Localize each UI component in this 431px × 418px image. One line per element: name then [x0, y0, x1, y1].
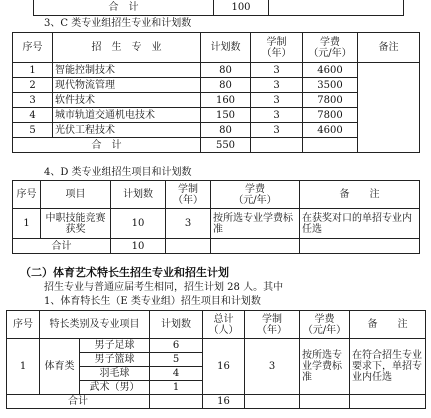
header-fee	[211, 181, 300, 209]
total-value: 550	[201, 138, 251, 153]
total-row	[13, 239, 420, 254]
row-total: 16	[203, 339, 245, 395]
empty-cell	[166, 239, 211, 254]
total-label: 合 计	[34, 0, 214, 16]
item-plan: 6	[150, 339, 203, 353]
total-label: 合计	[13, 239, 111, 254]
header-total-line2: （人）	[208, 324, 239, 336]
c-table-caption: 3、C 类专业组招生专业和计划数	[44, 18, 192, 29]
row-years: 3	[251, 93, 303, 108]
row-plan: 80	[201, 123, 251, 138]
empty-cell	[300, 239, 420, 254]
header-years-line1: 学制	[262, 313, 282, 325]
header-plan: 计划数	[150, 311, 203, 339]
c-major-table	[12, 32, 420, 153]
row-fee: 4600	[303, 123, 358, 138]
row-index: 1	[7, 339, 40, 395]
header-fee	[300, 311, 350, 339]
row-years: 3	[251, 63, 303, 78]
total-value: 100	[214, 0, 269, 16]
item-name: 男子足球	[80, 339, 150, 353]
row-index: 1	[13, 209, 41, 239]
header-years-line2: （年）	[173, 194, 203, 206]
header-years-line1: 学制	[178, 183, 198, 195]
d-item-table	[12, 180, 420, 254]
section-title: （二）体育艺术特长生招生专业和招生计划	[20, 266, 229, 279]
row-plan: 160	[201, 93, 251, 108]
header-total	[203, 311, 245, 339]
header-plan: 计划数	[201, 33, 251, 63]
row-item: 中职技能竞赛获奖	[41, 209, 111, 239]
row-years: 3	[245, 339, 300, 395]
top-total-table	[33, 0, 404, 16]
row-plan: 80	[201, 78, 251, 93]
table-row	[7, 339, 426, 353]
row-major: 城市轨道交通机电技术	[53, 108, 201, 123]
row-years: 3	[166, 209, 211, 239]
row-major: 现代物流管理	[53, 78, 201, 93]
header-plan: 计划数	[111, 181, 166, 209]
header-years-line2: （年）	[261, 47, 292, 59]
row-plan: 150	[201, 108, 251, 123]
header-fee-line2: （元/年）	[233, 194, 277, 206]
header-years	[245, 311, 300, 339]
row-major: 软件技术	[53, 93, 201, 108]
header-fee-line1: 学费	[320, 36, 340, 48]
total-value: 16	[203, 395, 245, 409]
total-value: 10	[111, 239, 166, 254]
row-index: 4	[13, 108, 53, 123]
row-plan: 10	[111, 209, 166, 239]
row-fee: 按所选专业学费标准	[300, 339, 350, 395]
e-table-caption: 1、体育特长生（E 类专业组）招生项目和计划数	[44, 296, 261, 307]
row-plan: 80	[201, 63, 251, 78]
header-note: 备 注	[300, 181, 420, 209]
header-note: 备注	[358, 33, 420, 63]
row-years: 3	[251, 108, 303, 123]
row-index: 5	[13, 123, 53, 138]
note-cell	[358, 63, 420, 153]
total-label: 合计	[7, 395, 150, 409]
empty-cell	[245, 395, 300, 409]
empty-cell	[269, 0, 404, 16]
row-index: 1	[13, 63, 53, 78]
row-fee: 4600	[303, 63, 358, 78]
empty-cell	[211, 239, 300, 254]
header-index: 序号	[13, 181, 41, 209]
header-years-line2: （年）	[257, 324, 287, 336]
header-fee-line2: （元/年）	[308, 47, 352, 59]
header-fee-line1: 学费	[314, 313, 335, 325]
item-plan: 1	[150, 381, 203, 395]
e-item-table	[6, 310, 426, 409]
row-years: 3	[251, 123, 303, 138]
header-years	[251, 33, 303, 63]
header-note: 备 注	[350, 311, 426, 339]
d-table-caption: 4、D 类专业组招生项目和计划数	[44, 167, 192, 178]
empty-cell	[303, 138, 358, 153]
header-index: 序号	[7, 311, 40, 339]
row-index: 2	[13, 78, 53, 93]
header-fee-line1: 学费	[245, 183, 265, 195]
header-category: 特长类别及专业项目	[40, 311, 150, 339]
row-note: 在获奖对口的单招专业内任选	[300, 209, 420, 239]
row-category: 体育类	[40, 339, 80, 395]
total-row	[7, 395, 426, 409]
row-note: 在符合招生专业要求下，单招专业内任选	[350, 339, 426, 395]
item-plan: 4	[150, 367, 203, 381]
item-name: 羽毛球	[80, 367, 150, 381]
row-index: 3	[13, 93, 53, 108]
empty-cell	[350, 395, 426, 409]
total-label: 合 计	[13, 138, 201, 153]
row-fee: 3500	[303, 78, 358, 93]
item-name: 武术（男）	[80, 381, 150, 395]
section-paragraph: 招生专业与普通应届考生相同，招生计划 28 人。其中	[44, 282, 284, 293]
header-total-line1: 总计	[213, 313, 234, 325]
header-fee	[303, 33, 358, 63]
item-name: 男子篮球	[80, 353, 150, 367]
empty-cell	[251, 138, 303, 153]
empty-cell	[300, 395, 350, 409]
row-years: 3	[251, 78, 303, 93]
row-major: 光伏工程技术	[53, 123, 201, 138]
header-years-line1: 学制	[266, 36, 287, 48]
header-years	[166, 181, 211, 209]
table-row	[13, 63, 420, 78]
row-fee: 7800	[303, 108, 358, 123]
header-item: 项目	[41, 181, 111, 209]
header-major: 招 生 专 业	[53, 33, 201, 63]
row-fee: 按所选专业学费标准	[211, 209, 300, 239]
empty-cell	[150, 395, 203, 409]
item-plan: 5	[150, 353, 203, 367]
table-row	[13, 209, 420, 239]
row-major: 智能控制技术	[53, 63, 201, 78]
row-fee: 7800	[303, 93, 358, 108]
header-index: 序号	[13, 33, 53, 63]
header-fee-line2: （元/年）	[302, 324, 347, 336]
